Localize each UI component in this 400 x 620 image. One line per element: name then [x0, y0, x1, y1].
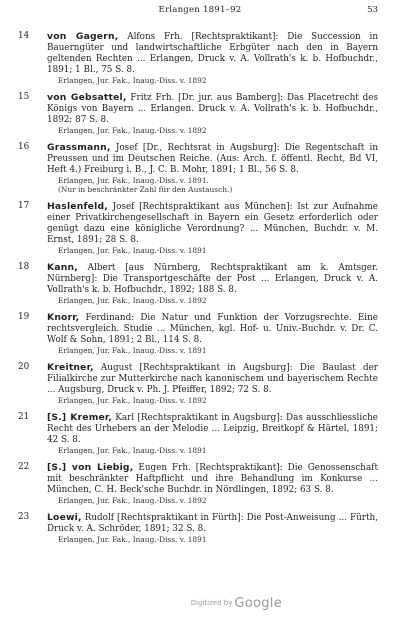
author-name: [S.] Kremer,: [47, 412, 112, 423]
entry-number: 22: [18, 462, 30, 472]
author-name: [S.] von Liebig,: [47, 462, 134, 473]
author-name: Knorr,: [47, 312, 80, 323]
entry-list: [0, 31, 400, 551]
running-title: Erlangen 1891–92: [158, 5, 242, 15]
dissertation-note: [58, 76, 378, 85]
entry-number: 16: [18, 142, 30, 152]
bibliography-entry: [0, 31, 400, 85]
dissertation-note-line: Erlangen, Jur. Fak., Inaug.-Diss. v. 1891.: [58, 176, 209, 185]
entry-body: [47, 142, 378, 176]
dissertation-note-line: Erlangen, Jur. Fak., Inaug.-Diss. v. 1892: [58, 496, 207, 505]
entry-number: 21: [18, 412, 30, 422]
entry-text: August [Rechtspraktikant in Augsburg]: Die Baulast der Filialkirche zur Mutterkirche nach kanonischem und bayerischem Rechte ... Augsburg, Druck v. Ph. J. Pfeiffer, 1892; 72 S. 8.: [47, 363, 378, 395]
dissertation-note: [58, 296, 378, 305]
author-name: Loewi,: [47, 512, 82, 523]
entry-text: Albert [aus Nürnberg, Rechtspraktikant am k. Amtsger. Nürnberg]: Die Transportgeschäfte der Post ... Erlangen, Druck v. A. Vollrath's k. b. Hofbuchdr., 1892; 188 S. 8.: [47, 263, 378, 295]
entry-text: Fritz Frh. [Dr. jur. aus Bamberg]: Das Placetrecht des Königs von Bayern ... Erlangen. Druck v. A. Vollrath's k. b. Hofbuchdr., 1892; 87 S. 8.: [47, 93, 378, 125]
entry-body: [47, 462, 378, 496]
entry-number: 17: [18, 201, 30, 211]
dissertation-note: [58, 396, 378, 405]
entry-text: Josef [Rechtspraktikant aus München]: Ist zur Aufnahme einer Privatkirchengesellschaft in Bayern ein Gesetz erforderlich oder genügt dazu eine königliche Verordnung? ... München, Buchdr. v. M. Ernst, 1891; 28 S. 8.: [47, 202, 378, 245]
bibliography-entry: [0, 362, 400, 405]
entry-number: 20: [18, 362, 30, 372]
dissertation-note-line: Erlangen, Jur. Fak., Inaug.-Diss. v. 1891: [58, 246, 207, 255]
entry-number: 23: [18, 512, 30, 522]
entry-number: 14: [18, 31, 30, 41]
bibliography-entry: [0, 312, 400, 355]
entry-body: [47, 362, 378, 396]
dissertation-note-line: Erlangen, Jur. Fak., Inaug.-Diss. v. 1892: [58, 76, 207, 85]
dissertation-note: [58, 496, 378, 505]
author-name: Kreitner,: [47, 362, 94, 373]
bibliography-entry: [0, 142, 400, 194]
entry-body: [47, 512, 378, 535]
entry-body: [47, 262, 378, 296]
watermark-brand: Google: [234, 596, 282, 611]
entry-text: Eugen Frh. [Rechtspraktikant]: Die Genossenschaft mit beschränkter Haftpflicht und ihre Behandlung im Konkurse ... München, C. H. Beck'sche Buchdr. in Nördlingen, 1892; 63 S. 8.: [47, 463, 378, 495]
author-name: von Gebsattel,: [47, 92, 127, 103]
page-header: [0, 5, 400, 19]
dissertation-note-line: Erlangen, Jur. Fak., Inaug.-Diss. v. 1892: [58, 396, 207, 405]
entry-body: [47, 31, 378, 76]
bibliography-entry: [0, 92, 400, 135]
google-watermark: [191, 592, 282, 611]
dissertation-note: [58, 346, 378, 355]
author-name: Grassmann,: [47, 142, 111, 153]
entry-body: [47, 312, 378, 346]
entry-text: Josef [Dr., Rechtsrat in Augsburg]: Die Regentschaft in Preussen und im Deutschen Reiche. (Aus: Arch. f. öffentl. Recht, Bd VI, Heft 4.) Freiburg i. B., J. C. B. Mohr, 1891; 1 Bl., 56 S. 8.: [47, 143, 378, 175]
entry-text: Alfons Frh. [Rechtspraktikant]: Die Succession in Bauerngüter und landwirtschaftliche Erbgüter nach den in Bayern geltenden Rechten ... Erlangen, Druck v. A. Vollrath's k. b. Hofbuchdr., 1891; 1 Bl., 75 S. 8.: [47, 32, 378, 75]
entry-text: Ferdinand: Die Natur und Funktion der Vorzugsrechte. Eine rechtsvergleich. Studie ... München, kgl. Hof- u. Univ.-Buchdr. v. Dr. C. Wolf & Sohn, 1891; 2 Bl., 114 S. 8.: [47, 313, 378, 345]
author-name: von Gagern,: [47, 31, 119, 42]
entry-body: [47, 412, 378, 446]
bibliography-entry: [0, 512, 400, 544]
bibliography-entry: [0, 201, 400, 255]
dissertation-note: [58, 446, 378, 455]
entry-body: [47, 201, 378, 246]
entry-number: 19: [18, 312, 30, 322]
entry-text: Rudolf [Rechtspraktikant in Fürth]: Die Post-Anweisung ... Fürth, Druck v. A. Schröder, 1891; 32 S. 8.: [47, 513, 378, 534]
entry-text: Karl [Rechtspraktikant in Augsburg]: Das ausschliessliche Recht des Urhebers an der Melodie ... Leipzig, Breitkopf & Härtel, 1891; 42 S. 8.: [47, 413, 378, 445]
entry-number: 15: [18, 92, 30, 102]
dissertation-note: [58, 246, 378, 255]
author-name: Kann,: [47, 262, 78, 273]
bibliography-entry: [0, 412, 400, 455]
entry-body: [47, 92, 378, 126]
dissertation-note-line: Erlangen, Jur. Fak., Inaug.-Diss. v. 1892: [58, 126, 207, 135]
bibliography-entry: [0, 462, 400, 505]
dissertation-note: [58, 535, 378, 544]
page-number: 53: [367, 5, 378, 15]
dissertation-note-line: Erlangen, Jur. Fak., Inaug.-Diss. v. 1892: [58, 296, 207, 305]
entry-number: 18: [18, 262, 30, 272]
watermark-prefix: Digitized by: [190, 599, 233, 607]
dissertation-note-line: (Nur in beschränkter Zahl für den Austausch.): [58, 185, 233, 194]
dissertation-note: [58, 176, 378, 194]
dissertation-note: [58, 126, 378, 135]
dissertation-note-line: Erlangen, Jur. Fak., Inaug.-Diss. v. 1891: [58, 346, 207, 355]
author-name: Haslenfeld,: [47, 201, 108, 212]
bibliography-entry: [0, 262, 400, 305]
dissertation-note-line: Erlangen, Jur. Fak., Inaug.-Diss. v. 1891: [58, 446, 207, 455]
dissertation-note-line: Erlangen, Jur. Fak., Inaug.-Diss. v. 1891: [58, 535, 207, 544]
